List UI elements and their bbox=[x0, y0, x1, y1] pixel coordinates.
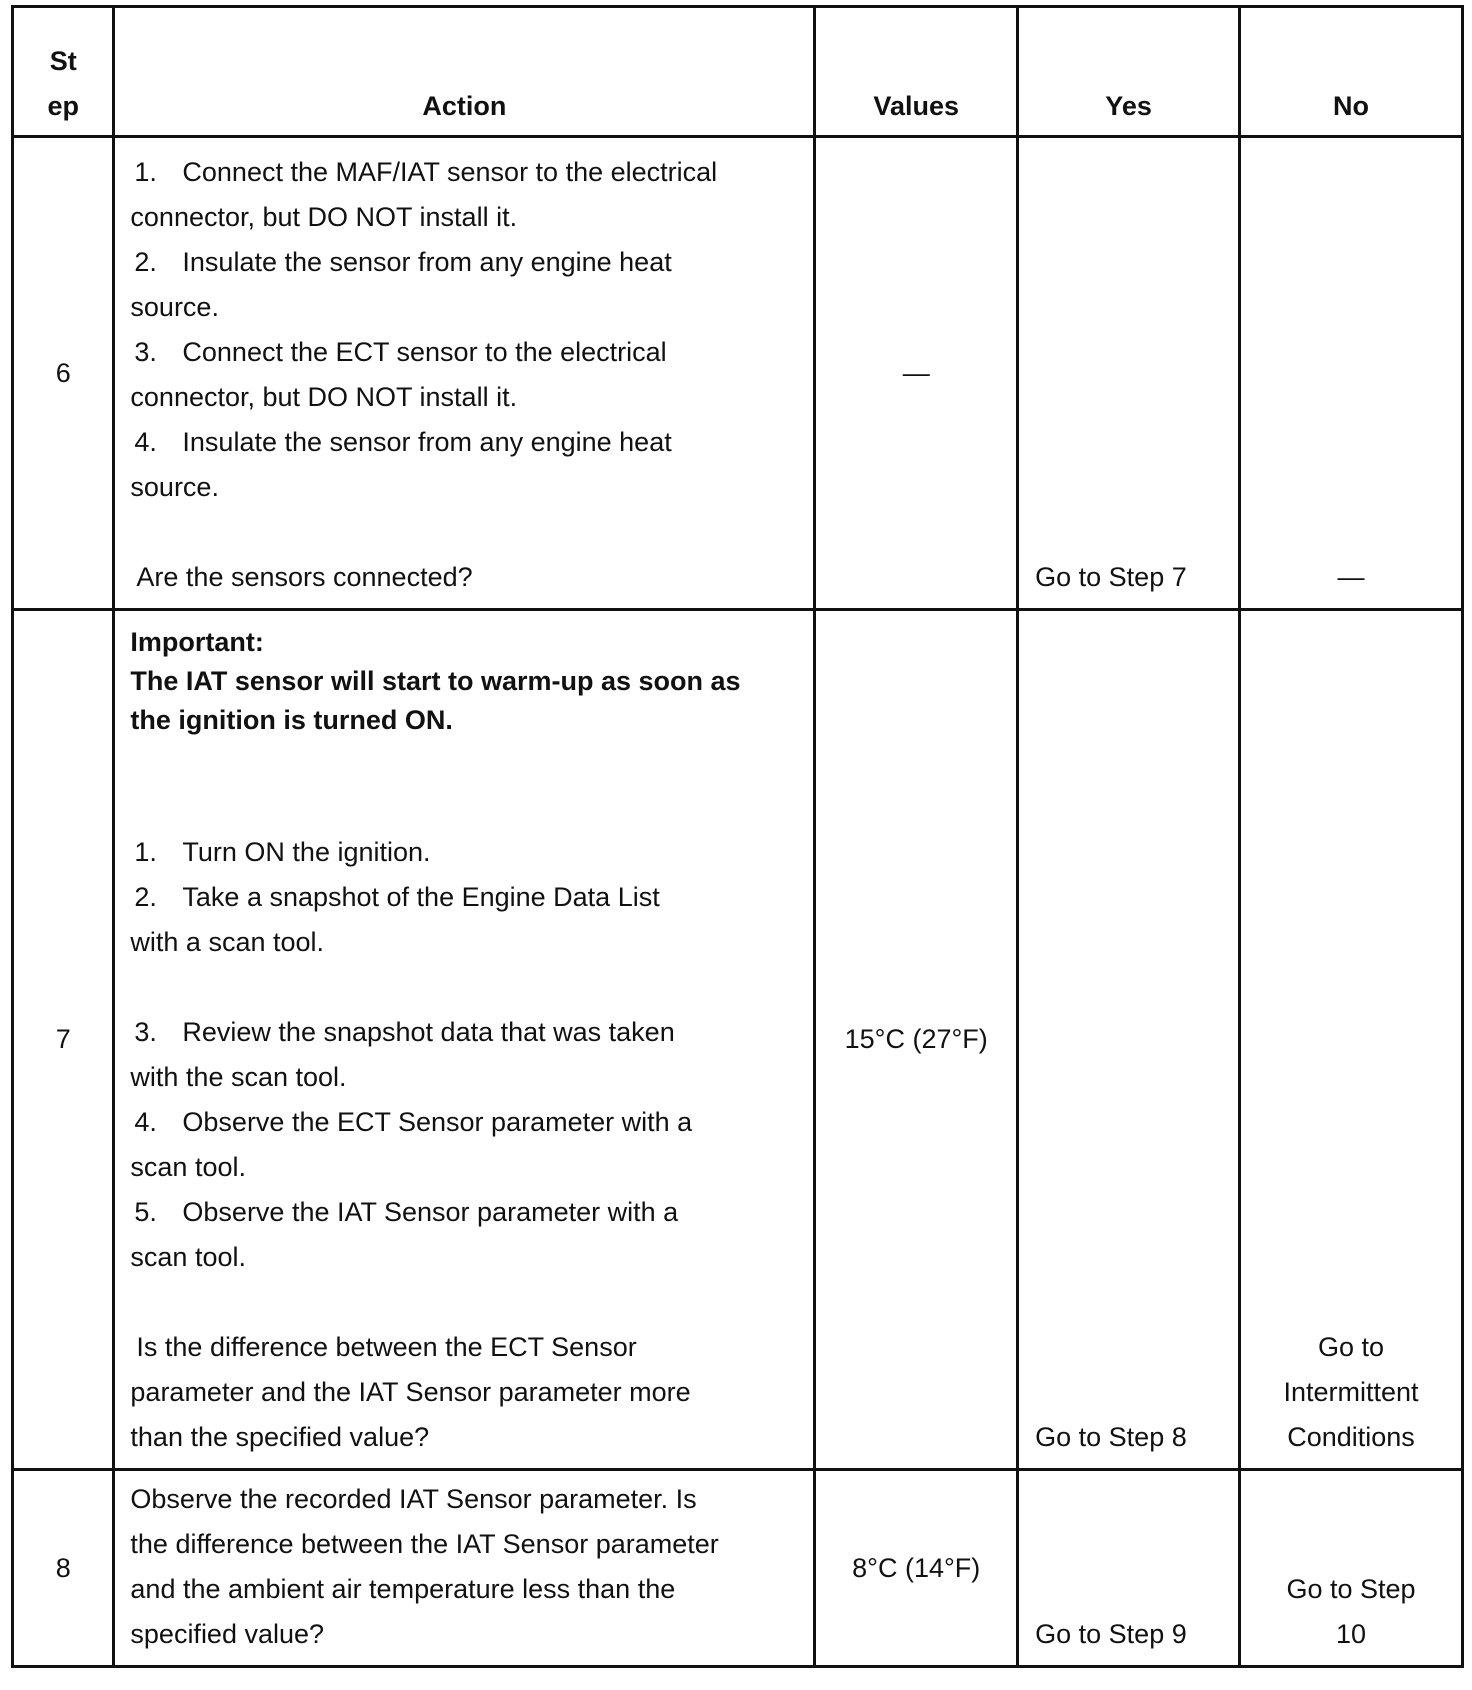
action-cell bbox=[114, 610, 815, 1470]
list-item-continuation: connector, but DO NOT install it. bbox=[130, 202, 518, 232]
header-values: Values bbox=[815, 7, 1018, 137]
list-item-continuation: scan tool. bbox=[130, 1152, 246, 1182]
action-text: Observe the recorded IAT Sensor parameter. Is bbox=[130, 1484, 697, 1514]
important-text: the ignition is turned ON. bbox=[130, 705, 453, 735]
question-text: than the specified value? bbox=[130, 1422, 430, 1452]
list-item-continuation: connector, but DO NOT install it. bbox=[130, 382, 518, 412]
list-item-continuation: source. bbox=[130, 292, 219, 322]
header-action: Action bbox=[114, 7, 815, 137]
header-step-line2: ep bbox=[47, 91, 79, 121]
important-label: Important: bbox=[130, 627, 264, 657]
list-item-continuation: with the scan tool. bbox=[130, 1062, 347, 1092]
header-row bbox=[13, 7, 1463, 137]
action-text: specified value? bbox=[130, 1619, 325, 1649]
list-item: 4. Observe the ECT Sensor parameter with a bbox=[134, 1107, 693, 1137]
list-item: 2. Insulate the sensor from any engine heat bbox=[134, 247, 672, 277]
header-yes: Yes bbox=[1018, 7, 1240, 137]
action-cell bbox=[114, 1470, 815, 1667]
step-number: 7 bbox=[13, 610, 114, 1470]
no-text: 10 bbox=[1335, 1619, 1367, 1649]
action-text: the difference between the IAT Sensor parameter bbox=[130, 1529, 719, 1559]
yes-cell: Go to Step 9 bbox=[1018, 1470, 1240, 1667]
list-item: 1. Connect the MAF/IAT sensor to the electrical bbox=[134, 157, 718, 187]
list-item: 2. Take a snapshot of the Engine Data List bbox=[134, 882, 660, 912]
action-cell bbox=[114, 137, 815, 610]
values-cell: 15°C (27°F) bbox=[815, 610, 1018, 1470]
question-text: Is the difference between the ECT Sensor bbox=[136, 1332, 637, 1362]
no-cell: — bbox=[1240, 137, 1463, 610]
header-step bbox=[13, 7, 114, 137]
no-cell bbox=[1240, 610, 1463, 1470]
values-cell: — bbox=[815, 137, 1018, 610]
yes-cell: Go to Step 8 bbox=[1018, 610, 1240, 1470]
no-text: Go to bbox=[1317, 1332, 1385, 1362]
header-step-line1: St bbox=[49, 46, 77, 76]
no-text: Go to Step bbox=[1286, 1574, 1416, 1604]
list-item-continuation: scan tool. bbox=[130, 1242, 246, 1272]
table-row-step-6 bbox=[13, 137, 1463, 610]
step-number: 8 bbox=[13, 1470, 114, 1667]
list-item-continuation: with a scan tool. bbox=[130, 927, 325, 957]
no-text: Intermittent bbox=[1283, 1377, 1419, 1407]
yes-cell: Go to Step 7 bbox=[1018, 137, 1240, 610]
values-cell: 8°C (14°F) bbox=[815, 1470, 1018, 1667]
list-item-continuation: source. bbox=[130, 472, 219, 502]
table-row-step-7 bbox=[13, 610, 1463, 1470]
question-text: parameter and the IAT Sensor parameter more bbox=[130, 1377, 691, 1407]
header-no: No bbox=[1240, 7, 1463, 137]
question-text: Are the sensors connected? bbox=[136, 562, 473, 592]
list-item: 4. Insulate the sensor from any engine heat bbox=[134, 427, 672, 457]
no-cell bbox=[1240, 1470, 1463, 1667]
list-item: 3. Review the snapshot data that was taken bbox=[134, 1017, 675, 1047]
important-text: The IAT sensor will start to warm-up as soon as bbox=[130, 666, 741, 696]
list-item: 3. Connect the ECT sensor to the electrical bbox=[134, 337, 667, 367]
no-text: Conditions bbox=[1287, 1422, 1415, 1452]
step-number: 6 bbox=[13, 137, 114, 610]
diagnostic-table bbox=[11, 5, 1464, 1668]
action-text: and the ambient air temperature less than the bbox=[130, 1574, 676, 1604]
table-row-step-8 bbox=[13, 1470, 1463, 1667]
list-item: 5. Observe the IAT Sensor parameter with a bbox=[134, 1197, 679, 1227]
list-item: 1. Turn ON the ignition. bbox=[134, 837, 431, 867]
